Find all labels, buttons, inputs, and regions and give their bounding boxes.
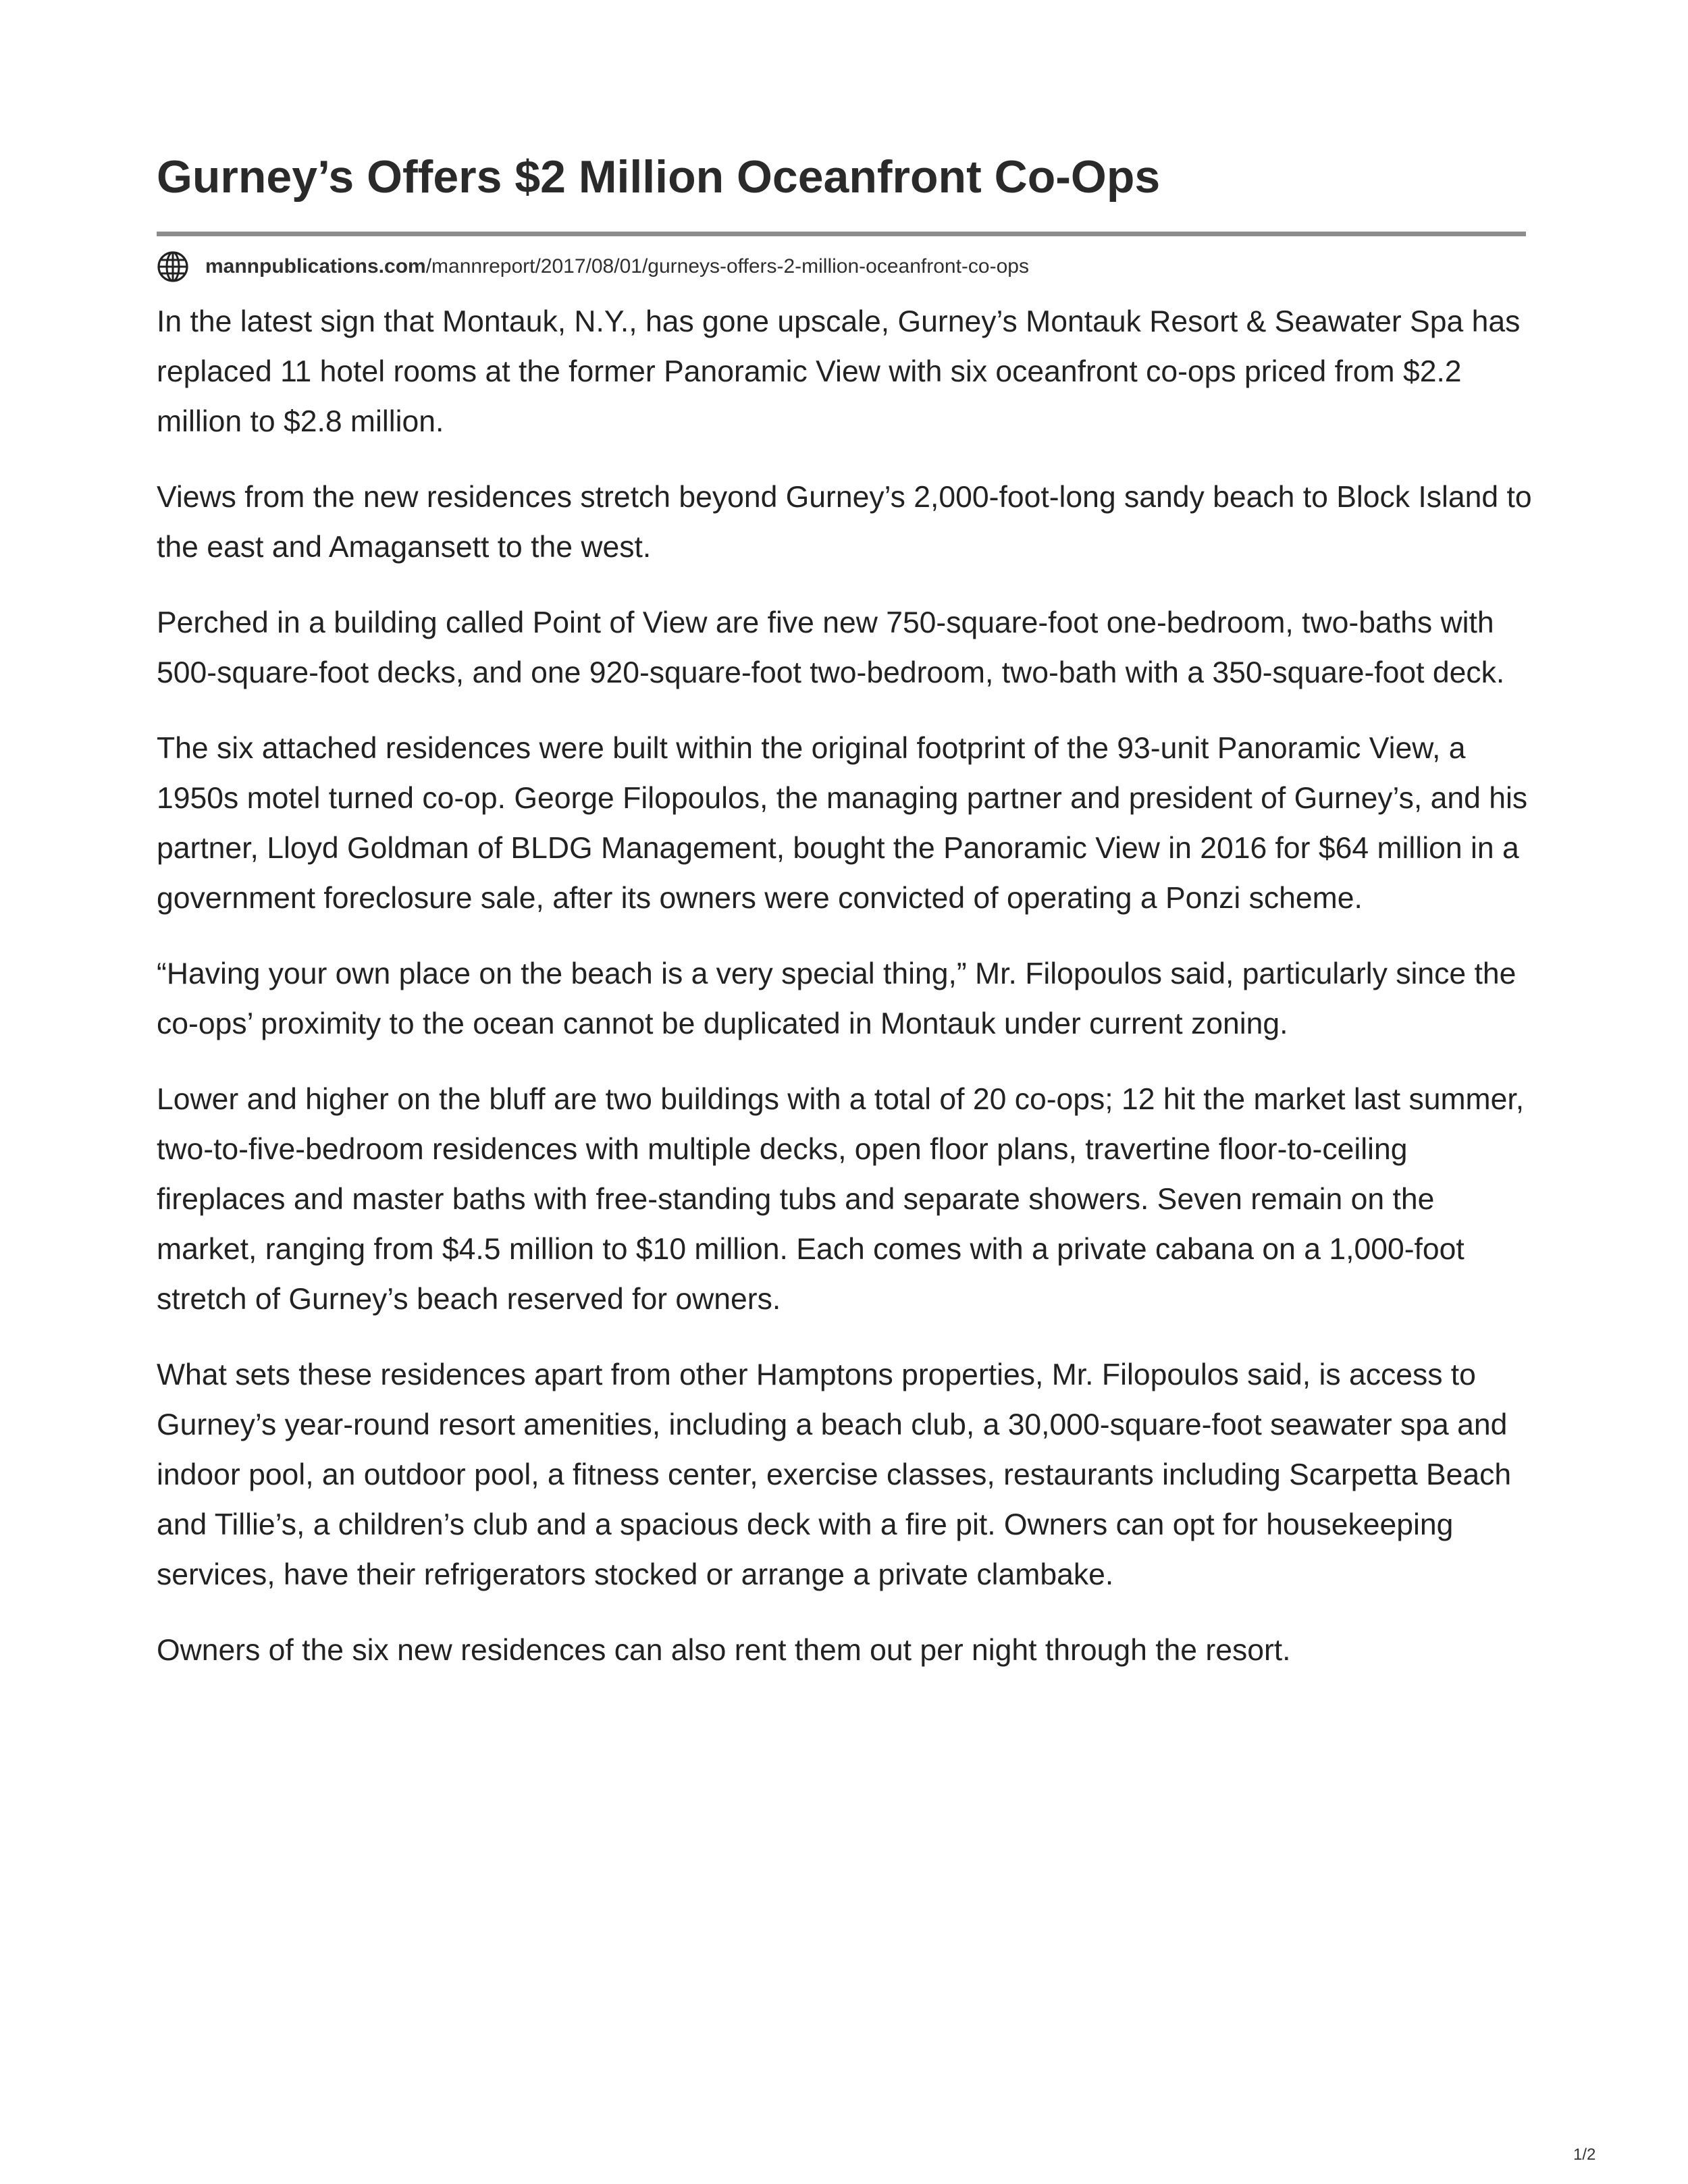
paragraph: Perched in a building called Point of View are five new 750-square-foot one-bedroom, two-baths with 500-square-foot decks, and one 920-square-foot two-bedroom, two-bath with a 350-square-foot deck. [157, 606, 1505, 689]
paragraph: Owners of the six new residences can also rent them out per night through the resort. [157, 1634, 1291, 1667]
paragraph: Lower and higher on the bluff are two buildings with a total of 20 co-ops; 12 hit the market last summer, two-to-five-bedroom residences with multiple decks, open floor plans, travertine floor-to-ceiling fireplaces and master baths with free-standing tubs and separate showers. Seven remain on the market, ranging from $4.5 million to $10 million. Each comes with a private cabana on a 1,000-foot stretch of Gurney’s beach reserved for owners. [157, 1083, 1525, 1316]
source-domain[interactable]: mannpublications.com [205, 255, 426, 277]
source-path[interactable]: /mannreport/2017/08/01/gurneys-offers-2-million-oceanfront-co-ops [425, 255, 1029, 277]
paragraph: Views from the new residences stretch beyond Gurney’s 2,000-foot-long sandy beach to Block Island to the east and Amagansett to the west. [157, 481, 1532, 564]
paragraph: What sets these residences apart from other Hamptons properties, Mr. Filopoulos said, is access to Gurney’s year-round resort amenities, including a beach club, a 30,000-square-foot seawater spa and indoor pool, an outdoor pool, a fitness center, exercise classes, restaurants including Scarpetta Beach and Tillie’s, a children’s club and a spacious deck with a fire pit. Owners can opt for housekeeping services, have their refrigerators stocked or arrange a private clambake. [157, 1358, 1512, 1591]
article-body [157, 297, 1534, 1701]
globe-icon [157, 250, 189, 283]
paragraph: In the latest sign that Montauk, N.Y., has gone upscale, Gurney’s Montauk Resort & Seawater Spa has replaced 11 hotel rooms at the former Panoramic View with six oceanfront co-ops priced from $2.2 million to $2.8 million. [157, 305, 1521, 438]
page-number: 1/2 [1573, 2146, 1596, 2164]
source-url[interactable] [157, 250, 1029, 284]
title-divider [157, 232, 1526, 236]
paragraph: “Having your own place on the beach is a very special thing,” Mr. Filopoulos said, particularly since the co-ops’ proximity to the ocean cannot be duplicated in Montauk under current zoning. [157, 957, 1516, 1040]
paragraph: The six attached residences were built within the original footprint of the 93-unit Panoramic View, a 1950s motel turned co-op. George Filopoulos, the managing partner and president of Gurney’s, and his partner, Lloyd Goldman of BLDG Management, bought the Panoramic View in 2016 for $64 million in a government foreclosure sale, after its owners were convicted of operating a Ponzi scheme. [157, 732, 1528, 915]
article-title: Gurney’s Offers $2 Million Oceanfront Co-Ops [157, 151, 1161, 203]
